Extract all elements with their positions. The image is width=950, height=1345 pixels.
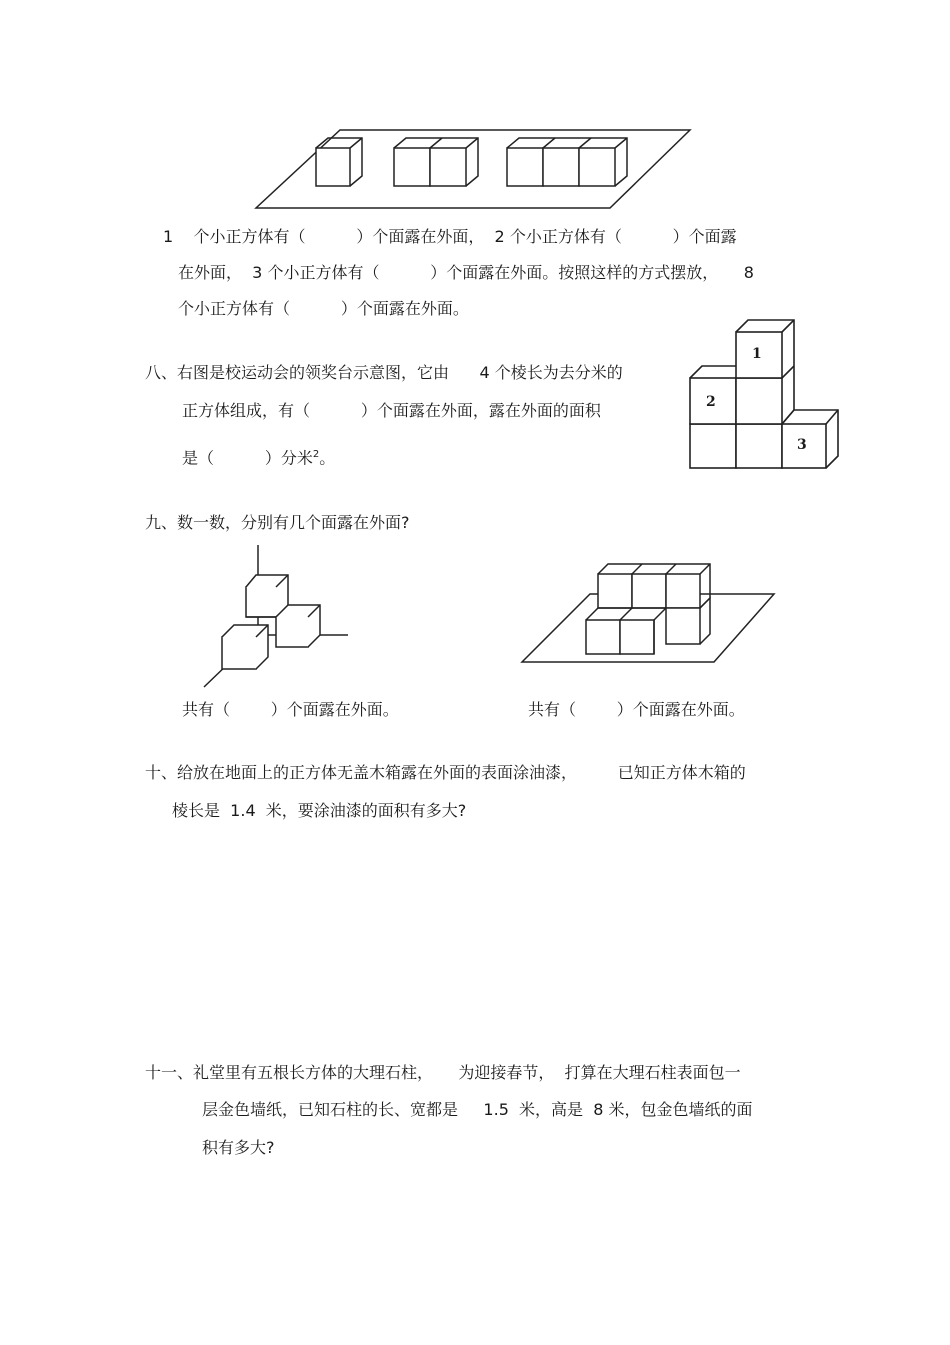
q7-line2: 在外面， 3 个小正方体有（ ）个面露在外面。按照这样的方式摆放， 8 xyxy=(178,263,754,282)
q7-line1: 1 个小正方体有（ ）个面露在外面， 2 个小正方体有（ ）个面露 xyxy=(163,227,737,246)
q11-line1: 十一、礼堂里有五根长方体的大理石柱， 为迎接春节， 打算在大理石柱表面包一 xyxy=(145,1063,741,1082)
q8-line3 xyxy=(182,444,335,469)
superscript-2: 2 xyxy=(312,449,320,460)
q10-line1: 十、给放在地面上的正方体无盖木箱露在外面的表面涂油漆， 已知正方体木箱的 xyxy=(145,763,746,782)
stacked-cubes-figure xyxy=(518,558,778,668)
q9-answer-right: 共有（ ）个面露在外面。 xyxy=(528,700,745,719)
q7-line3: 个小正方体有（ ）个面露在外面。 xyxy=(178,299,469,318)
podium-label-1: 1 xyxy=(752,346,762,362)
q9-title: 九、数一数，分别有几个面露在外面? xyxy=(145,513,410,532)
corner-cubes-figure xyxy=(200,545,360,690)
q8-line3-text: 是（ ）分米 xyxy=(182,448,313,468)
q11-line2: 层金色墙纸，已知石柱的长、宽都是 1.5 米，高是 8 米，包金色墙纸的面 xyxy=(202,1100,753,1119)
podium-label-2: 2 xyxy=(706,394,716,410)
q8-line2: 正方体组成，有（ ）个面露在外面，露在外面的面积 xyxy=(182,401,601,420)
q8-line1: 八、右图是校运动会的领奖台示意图，它由 4 个棱长为去分米的 xyxy=(145,363,623,382)
q8-line3-end: 。 xyxy=(319,448,336,468)
podium-figure xyxy=(686,312,846,472)
q9-answer-left: 共有（ ）个面露在外面。 xyxy=(182,700,399,719)
q11-line3: 积有多大? xyxy=(202,1138,275,1157)
cube-row-figure xyxy=(250,120,700,215)
q10-line2: 棱长是 1.4 米，要涂油漆的面积有多大? xyxy=(172,801,467,820)
podium-label-3: 3 xyxy=(797,437,807,453)
